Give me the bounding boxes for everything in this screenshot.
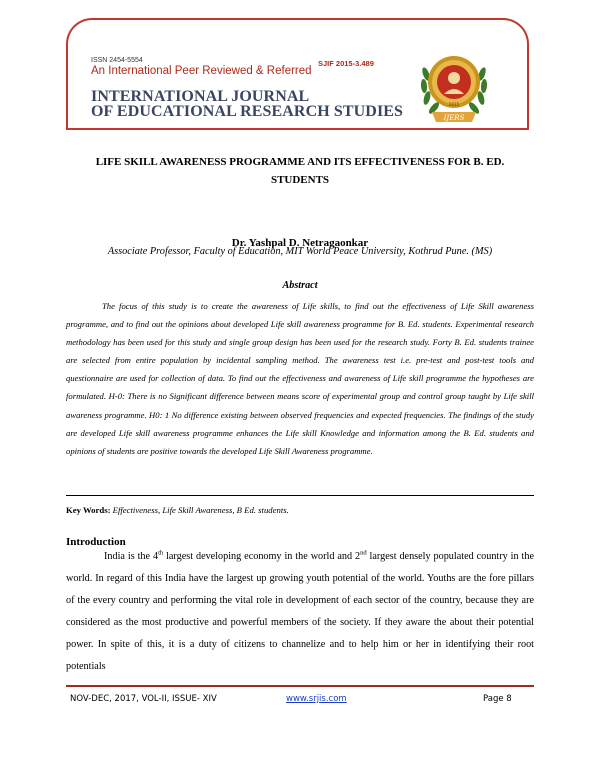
logo-year: 2015 [448,102,460,107]
article-title-line1: LIFE SKILL AWARENESS PROGRAMME AND ITS EFFECTIVENESS FOR B. ED. [95,156,505,168]
peer-reviewed-tagline: An International Peer Reviewed & Referred [91,65,312,77]
keywords-divider [66,495,534,496]
journal-name-line2: OF EDUCATIONAL RESEARCH STUDIES [91,103,404,120]
banner-divider [66,128,529,130]
author-name: Dr. Yashpal D. Netragaonkar [231,237,369,249]
keywords-label: Key Words: [66,505,111,515]
journal-name-line1: INTERNATIONAL JOURNAL [91,88,310,105]
footer-divider [66,685,534,687]
page-number: Page 8 [483,694,512,704]
sjif-impact-factor: SJIF 2015-3.489 [318,59,374,68]
journal-name [91,89,403,119]
article-title-line2: STUDENTS [270,174,330,186]
issn-number: ISSN 2454-5554 [91,57,143,64]
author-affiliation: Associate Professor, Faculty of Education, MIT World Peace University, Kothrud Pune. (MS) [107,246,493,257]
footer-issue-info: NOV-DEC, 2017, VOL-II, ISSUE- XIV [70,694,217,704]
abstract-heading: Abstract [282,280,318,291]
logo-ribbon-text: IJERS [443,114,465,122]
keywords-list: Effectiveness, Life Skill Awareness, B Ed. students. [112,505,289,515]
keywords [66,505,289,515]
introduction-heading: Introduction [66,536,126,548]
introduction-paragraph: India is the 4th largest developing economy in the world and 2nd largest densely populated country in the world. In regard of this India have the largest up growing youth potential of the world. Youths are the fore pillars of the every country and performing the vital role in development of each sector of the country, because they are considered as the most productive and powerful members of the society. If they aware the about their potential power. In spite of this, it is a duty of citizens to channelize and to help him or her in identifying their root potentials [66,549,534,672]
abstract-text: The focus of this study is to create the awareness of Life skills, to find out the effectiveness of Life Skill awareness programme, and to find out the opinions about developed Life skill awareness programme for B. Ed. students. Experimental research methodology has been used for this study and single group design has been used for the research study. Forty B. Ed. students trainee are selected from entire population by incidental sampling method. The awareness test i.e. pre-test and post-test tools and questionnaire are used for collection of data. To find out the effectiveness and awareness of Life skill programme the hypotheses are formulated. H-0: There is no Significant difference between means score of experimental group and control group taught by Life skill awareness programme. H0: 1 No difference existing between observed frequencies and expected frequencies. The findings of the study are developed Life skill awareness programme enhances the Life skill Knowledge and information among the B. Ed. students and opinions of students are positive towards the developed Life Skill Awareness programme. [66,301,534,456]
footer-website-link[interactable]: www.srjis.com [286,694,347,704]
ijers-logo-icon [418,44,490,128]
